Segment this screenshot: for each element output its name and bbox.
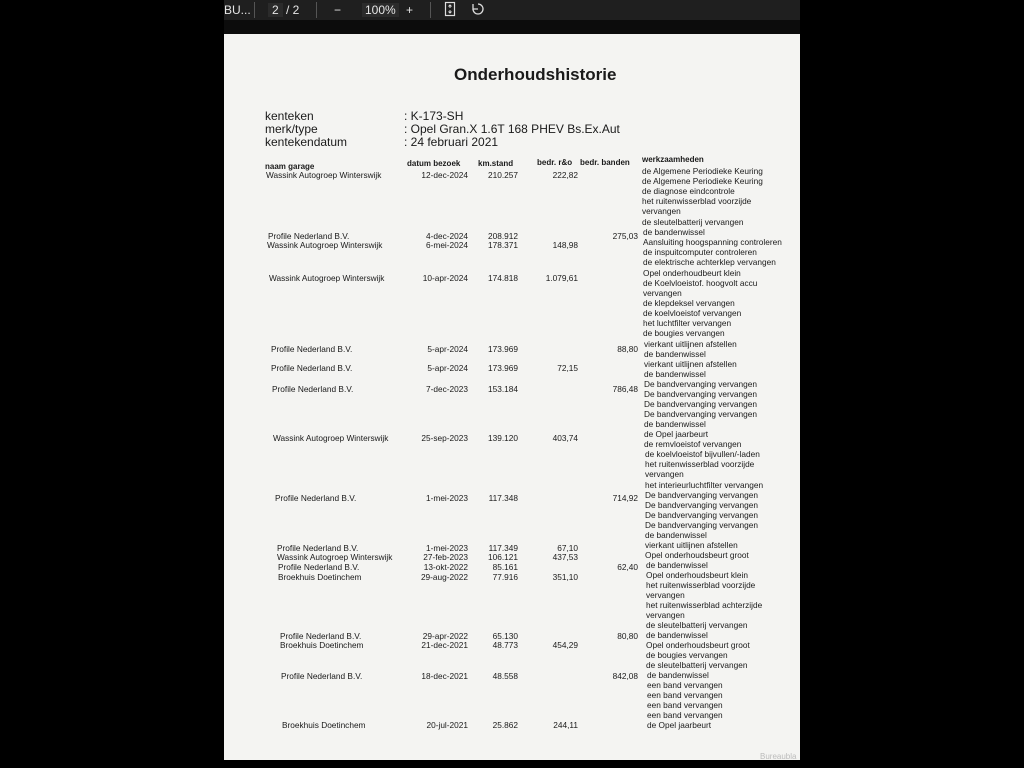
werkzaamheden-line: het ruitenwisserblad voorzijde (642, 196, 752, 206)
column-header: werkzaamheden (642, 155, 704, 164)
werkzaamheden-line: het ruitenwisserblad achterzijde (646, 600, 763, 610)
table-cell-garage: Wassink Autogroep Winterswijk (267, 240, 383, 250)
table-cell-km: 178.371 (488, 240, 518, 250)
rotate-icon[interactable] (470, 1, 486, 20)
werkzaamheden-line: de Koelvloeistof. hoogvolt accu (643, 278, 758, 288)
table-cell-garage: Wassink Autogroep Winterswijk (273, 433, 389, 443)
table-cell-km: 48.558 (492, 671, 518, 681)
werkzaamheden-line: De bandvervanging vervangen (645, 510, 759, 520)
table-cell-km: 208.912 (488, 231, 518, 241)
table-cell-datum: 21-dec-2021 (421, 640, 468, 650)
table-cell-datum: 20-jul-2021 (426, 720, 468, 730)
page-number-input[interactable]: 2 (268, 3, 283, 17)
werkzaamheden-line: de sleutelbatterij vervangen (646, 660, 748, 670)
table-cell-garage: Profile Nederland B.V. (271, 344, 353, 354)
page-total: / 2 (286, 3, 300, 17)
document-name: BU... (224, 3, 251, 17)
column-header: bedr. r&o (537, 158, 573, 167)
werkzaamheden-line: De bandvervanging vervangen (645, 500, 759, 510)
werkzaamheden-line: Opel onderhoudsbeurt groot (645, 550, 749, 560)
table-cell-ro: 351,10 (552, 572, 578, 582)
table-cell-km: 65.130 (492, 631, 518, 641)
table-cell-garage: Profile Nederland B.V. (281, 671, 363, 681)
werkzaamheden-line: de diagnose eindcontrole (642, 186, 735, 196)
table-cell-datum: 1-mei-2023 (426, 493, 468, 503)
werkzaamheden-line: het ruitenwisserblad voorzijde (645, 459, 755, 469)
werkzaamheden-line: de inspuitcomputer controleren (643, 247, 757, 257)
table-cell-banden: 714,92 (612, 493, 638, 503)
werkzaamheden-line: de klepdeksel vervangen (643, 298, 735, 308)
werkzaamheden-line: de elektrische achterklep vervangen (643, 257, 776, 267)
table-cell-km: 77.916 (492, 572, 518, 582)
werkzaamheden-line: de bandenwissel (644, 419, 706, 429)
table-cell-datum: 29-aug-2022 (420, 572, 468, 582)
werkzaamheden-line: De bandvervanging vervangen (644, 409, 758, 419)
werkzaamheden-line: de remvloeistof vervangen (644, 439, 742, 449)
table-cell-banden: 88,80 (617, 344, 638, 354)
fit-page-icon[interactable] (444, 1, 456, 20)
divider (254, 2, 255, 18)
werkzaamheden-line: een band vervangen (647, 690, 723, 700)
table-cell-ro: 148,98 (552, 240, 578, 250)
werkzaamheden-line: de Algemene Periodieke Keuring (642, 176, 763, 186)
document-page (224, 34, 800, 760)
document-title: Onderhoudshistorie (454, 65, 617, 84)
werkzaamheden-line: de Opel jaarbeurt (647, 720, 712, 730)
kenteken-value: : K-173-SH (404, 109, 464, 123)
table-cell-garage: Profile Nederland B.V. (271, 363, 353, 373)
table-cell-ro: 1.079,61 (545, 273, 578, 283)
table-cell-ro: 222,82 (552, 170, 578, 180)
field-label: merk/type (265, 122, 318, 136)
werkzaamheden-line: het interieurluchtfilter vervangen (645, 480, 764, 490)
table-cell-datum: 13-okt-2022 (423, 562, 468, 572)
table-cell-datum: 6-mei-2024 (426, 240, 468, 250)
werkzaamheden-line: een band vervangen (647, 700, 723, 710)
table-cell-garage: Broekhuis Doetinchem (280, 640, 364, 650)
werkzaamheden-line: de koelvloeistof bijvullen/-laden (645, 449, 760, 459)
table-cell-ro: 72,15 (557, 363, 578, 373)
table-cell-datum: 29-apr-2022 (422, 631, 468, 641)
werkzaamheden-line: Opel onderhoudsbeurt klein (646, 570, 748, 580)
table-cell-banden: 80,80 (617, 631, 638, 641)
table-cell-km: 48.773 (492, 640, 518, 650)
table-cell-datum: 18-dec-2021 (421, 671, 468, 681)
werkzaamheden-line: De bandvervanging vervangen (644, 389, 758, 399)
table-cell-garage: Profile Nederland B.V. (278, 562, 360, 572)
table-cell-banden: 842,08 (612, 671, 638, 681)
werkzaamheden-line: de bandenwissel (646, 560, 708, 570)
werkzaamheden-line: De bandvervanging vervangen (645, 520, 759, 530)
werkzaamheden-line: De bandvervanging vervangen (645, 490, 759, 500)
werkzaamheden-line: de Algemene Periodieke Keuring (642, 166, 763, 176)
table-cell-ro: 244,11 (553, 720, 578, 730)
pdf-toolbar (224, 0, 800, 20)
table-cell-garage: Profile Nederland B.V. (275, 493, 357, 503)
divider (430, 2, 431, 18)
table-cell-garage: Wassink Autogroep Winterswijk (269, 273, 385, 283)
werkzaamheden-line: de bandenwissel (647, 670, 709, 680)
kentekendatum-value: : 24 februari 2021 (404, 135, 499, 149)
werkzaamheden-line: Aansluiting hoogspanning controleren (643, 237, 782, 247)
table-cell-km: 174.818 (488, 273, 518, 283)
table-cell-garage: Broekhuis Doetinchem (278, 572, 362, 582)
table-cell-garage: Profile Nederland B.V. (268, 231, 350, 241)
werkzaamheden-line: de bandenwissel (644, 349, 706, 359)
taskbar-label: Bureaubla (760, 752, 797, 761)
werkzaamheden-line: de bandenwissel (644, 369, 706, 379)
table-cell-garage: Profile Nederland B.V. (272, 384, 354, 394)
table-cell-garage: Broekhuis Doetinchem (282, 720, 366, 730)
table-cell-ro: 67,10 (557, 543, 578, 553)
column-header: datum bezoek (407, 159, 461, 168)
werkzaamheden-line: vervangen (646, 610, 685, 620)
table-cell-banden: 275,03 (612, 231, 638, 241)
table-cell-km: 173.969 (488, 363, 518, 373)
werkzaamheden-line: een band vervangen (647, 710, 723, 720)
table-cell-datum: 25-sep-2023 (421, 433, 468, 443)
field-label: kenteken (265, 109, 314, 123)
table-cell-garage: Wassink Autogroep Winterswijk (277, 552, 393, 562)
table-cell-datum: 12-dec-2024 (421, 170, 468, 180)
merk-type-value: : Opel Gran.X 1.6T 168 PHEV Bs.Ex.Aut (404, 122, 620, 136)
werkzaamheden-line: Opel onderhoudsbeurt groot (646, 640, 750, 650)
werkzaamheden-line: de sleutelbatterij vervangen (642, 217, 744, 227)
werkzaamheden-line: vervangen (642, 206, 681, 216)
table-cell-km: 210.257 (488, 170, 518, 180)
table-cell-km: 25.862 (492, 720, 518, 730)
table-cell-datum: 10-apr-2024 (422, 273, 468, 283)
column-header: bedr. banden (580, 158, 630, 167)
werkzaamheden-line: vervangen (643, 288, 682, 298)
table-cell-banden: 786,48 (612, 384, 638, 394)
table-cell-ro: 437,53 (552, 552, 578, 562)
table-cell-garage: Wassink Autogroep Winterswijk (266, 170, 382, 180)
table-cell-datum: 7-dec-2023 (426, 384, 468, 394)
table-cell-km: 173.969 (488, 344, 518, 354)
werkzaamheden-line: vervangen (645, 469, 684, 479)
zoom-in-button[interactable]: + (406, 3, 414, 17)
werkzaamheden-line: een band vervangen (647, 680, 723, 690)
divider (316, 2, 317, 18)
werkzaamheden-line: vierkant uitlijnen afstellen (644, 359, 737, 369)
werkzaamheden-line: de sleutelbatterij vervangen (646, 620, 748, 630)
werkzaamheden-line: de bougies vervangen (643, 328, 725, 338)
column-header: km.stand (478, 159, 514, 168)
werkzaamheden-line: de bougies vervangen (646, 650, 728, 660)
table-cell-datum: 27-feb-2023 (423, 552, 468, 562)
table-cell-datum: 5-apr-2024 (427, 363, 468, 373)
table-cell-km: 117.349 (488, 543, 518, 553)
werkzaamheden-line: het luchtfilter vervangen (643, 318, 732, 328)
table-cell-datum: 4-dec-2024 (426, 231, 468, 241)
table-cell-datum: 5-apr-2024 (427, 344, 468, 354)
werkzaamheden-line: vierkant uitlijnen afstellen (645, 540, 738, 550)
table-cell-km: 153.184 (488, 384, 518, 394)
werkzaamheden-line: de bandenwissel (643, 227, 705, 237)
viewer-gap (224, 20, 800, 34)
table-cell-banden: 62,40 (617, 562, 638, 572)
werkzaamheden-line: het ruitenwisserblad voorzijde (646, 580, 756, 590)
field-label: kentekendatum (265, 135, 348, 149)
table-cell-km: 106.121 (488, 552, 518, 562)
werkzaamheden-line: Opel onderhoudbeurt klein (643, 268, 741, 278)
werkzaamheden-line: De bandvervanging vervangen (644, 379, 758, 389)
table-cell-km: 85.161 (492, 562, 518, 572)
werkzaamheden-line: vierkant uitlijnen afstellen (644, 339, 737, 349)
werkzaamheden-line: de koelvloeistof vervangen (643, 308, 742, 318)
table-cell-garage: Profile Nederland B.V. (280, 631, 362, 641)
column-header: naam garage (265, 162, 315, 171)
table-cell-km: 117.348 (488, 493, 518, 503)
werkzaamheden-line: De bandvervanging vervangen (644, 399, 758, 409)
werkzaamheden-line: de bandenwissel (646, 630, 708, 640)
zoom-level[interactable]: 100% (362, 3, 399, 17)
table-cell-km: 139.120 (488, 433, 518, 443)
werkzaamheden-line: de bandenwissel (645, 530, 707, 540)
zoom-out-button[interactable]: − (334, 3, 342, 17)
table-cell-ro: 403,74 (552, 433, 578, 443)
table-cell-datum: 1-mei-2023 (426, 543, 468, 553)
werkzaamheden-line: vervangen (646, 590, 685, 600)
table-cell-ro: 454,29 (552, 640, 578, 650)
table-cell-garage: Profile Nederland B.V. (277, 543, 359, 553)
werkzaamheden-line: de Opel jaarbeurt (644, 429, 709, 439)
